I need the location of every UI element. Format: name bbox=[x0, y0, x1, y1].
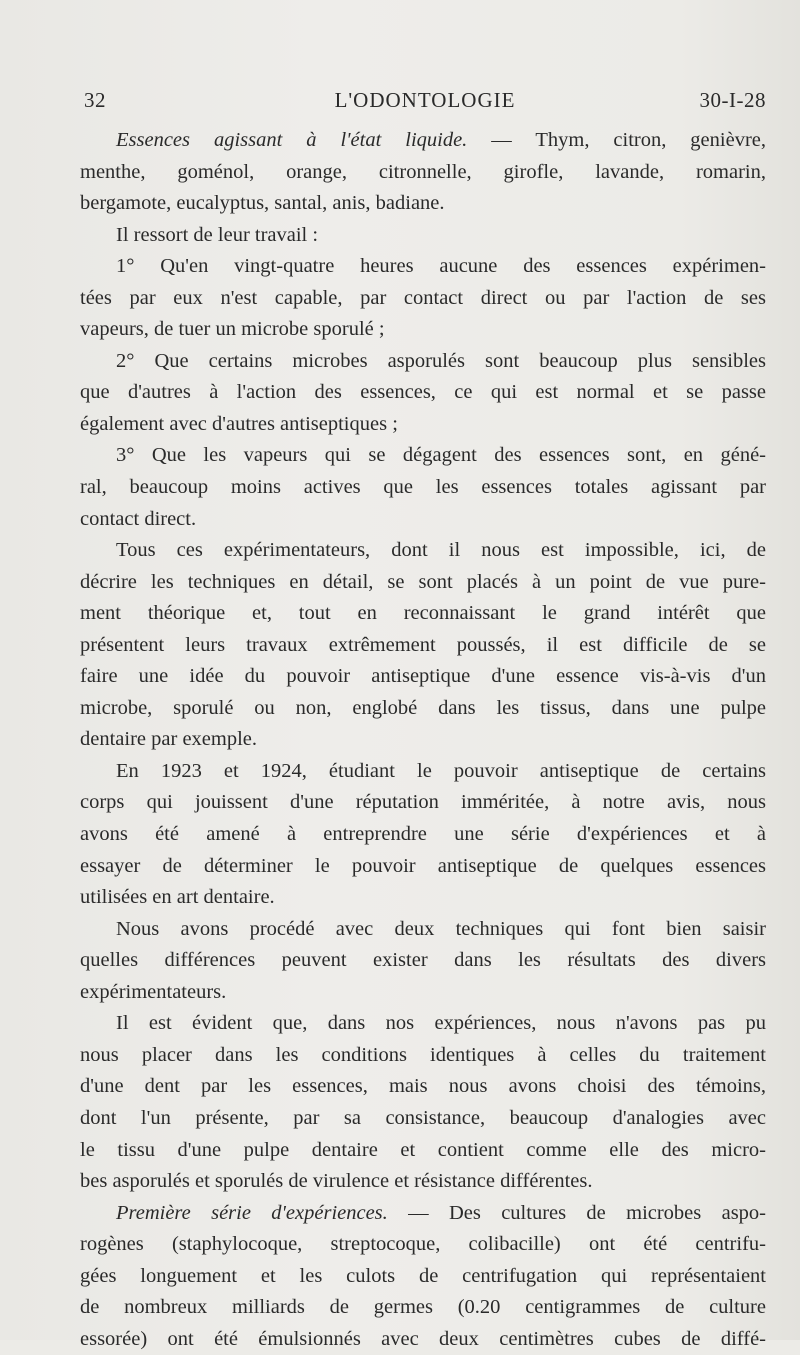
line-text: — Thym, citron, genièvre, bbox=[467, 129, 766, 151]
line-text: avons été amené à entreprendre une série d'expériences et à bbox=[80, 823, 766, 846]
line-text: essorée) ont été émulsionnés avec deux centimètres cubes de diffé- bbox=[80, 1327, 766, 1350]
text-line bbox=[80, 567, 766, 599]
text-line bbox=[80, 977, 766, 1009]
line-text: utilisées en art dentaire. bbox=[80, 886, 275, 909]
text-line bbox=[80, 756, 766, 788]
line-text: le tissu d'une pulpe dentaire et contient comme elle des micro- bbox=[80, 1138, 766, 1161]
line-text: Nous avons procédé avec deux techniques qui font bien saisir bbox=[116, 917, 766, 940]
line-text: — Des cultures de microbes aspo- bbox=[387, 1201, 767, 1224]
text-line bbox=[80, 125, 766, 157]
line-text: faire une idée du pouvoir antiseptique d'une essence vis-à-vis d'un bbox=[80, 665, 766, 688]
line-text: également avec d'autres antiseptiques ; bbox=[80, 412, 398, 435]
line-text: corps qui jouissent d'une réputation imméritée, à notre avis, nous bbox=[80, 791, 766, 814]
line-text: 2° Que certains microbes asporulés sont beaucoup plus sensibles bbox=[116, 349, 766, 372]
line-text: présentent leurs travaux extrêmement poussés, il est difficile de se bbox=[80, 633, 766, 656]
text-line bbox=[80, 630, 766, 662]
text-line bbox=[80, 1040, 766, 1072]
text-line bbox=[80, 851, 766, 883]
issue-date: 30-I-28 bbox=[699, 88, 766, 112]
text-line bbox=[80, 914, 766, 946]
line-text: ment théorique et, tout en reconnaissant le grand intérêt que bbox=[80, 602, 766, 625]
text-line bbox=[80, 220, 766, 252]
line-text: essayer de déterminer le pouvoir antiseptique de quelques essences bbox=[80, 854, 766, 877]
line-text: rogènes (staphylocoque, streptocoque, colibacille) ont été centrifu- bbox=[80, 1233, 766, 1256]
text-line bbox=[80, 346, 766, 378]
line-text: Il est évident que, dans nos expériences, nous n'avons pas pu bbox=[116, 1012, 766, 1035]
page-number: 32 bbox=[84, 88, 106, 112]
text-line bbox=[80, 314, 766, 346]
line-text: Tous ces expérimentateurs, dont il nous est impossible, ici, de bbox=[116, 539, 766, 562]
text-line bbox=[80, 1135, 766, 1167]
line-text: 1° Qu'en vingt-quatre heures aucune des essences expérimen- bbox=[116, 255, 766, 278]
line-text: microbe, sporulé ou non, englobé dans les tissus, dans une pulpe bbox=[80, 696, 766, 719]
text-line bbox=[80, 504, 766, 536]
text-line bbox=[80, 440, 766, 472]
line-text: ral, beaucoup moins actives que les essences totales agissant par bbox=[80, 476, 766, 499]
line-text: nous placer dans les conditions identiques à celles du traitement bbox=[80, 1043, 766, 1066]
line-text: dont l'un présente, par sa consistance, beaucoup d'analogies avec bbox=[80, 1106, 766, 1129]
line-text: bes asporulés et sporulés de virulence et résistance différentes. bbox=[80, 1170, 593, 1193]
line-text: 3° Que les vapeurs qui se dégagent des essences sont, en géné- bbox=[116, 444, 766, 467]
text-line bbox=[80, 1198, 766, 1230]
text-line bbox=[80, 693, 766, 725]
line-text: dentaire par exemple. bbox=[80, 728, 258, 751]
text-line bbox=[80, 535, 766, 567]
line-text: Il ressort de leur travail : bbox=[116, 223, 319, 246]
text-line bbox=[80, 1229, 766, 1261]
text-line bbox=[80, 945, 766, 977]
line-text: d'une dent par les essences, mais nous avons choisi des témoins, bbox=[80, 1075, 766, 1098]
line-text: En 1923 et 1924, étudiant le pouvoir antiseptique de certains bbox=[116, 759, 766, 782]
running-title: L'ODONTOLOGIE bbox=[334, 88, 516, 112]
line-text: bergamote, eucalyptus, santal, anis, badiane. bbox=[80, 192, 445, 215]
text-line bbox=[80, 283, 766, 315]
line-text: de nombreux milliards de germes (0.20 centigrammes de culture bbox=[80, 1296, 766, 1319]
line-text: menthe, goménol, orange, citronnelle, girofle, lavande, romarin, bbox=[80, 160, 766, 183]
line-text: contact direct. bbox=[80, 507, 197, 530]
text-line bbox=[80, 472, 766, 504]
text-line bbox=[80, 251, 766, 283]
text-line bbox=[80, 819, 766, 851]
text-line bbox=[80, 724, 766, 756]
line-text: vapeurs, de tuer un microbe sporulé ; bbox=[80, 318, 385, 341]
text-line bbox=[80, 882, 766, 914]
line-text: que d'autres à l'action des essences, ce qui est normal et se passe bbox=[80, 381, 766, 404]
text-line bbox=[80, 1071, 766, 1103]
text-line bbox=[80, 188, 766, 220]
line-text: quelles différences peuvent exister dans les résultats des divers bbox=[80, 949, 766, 972]
line-text: tées par eux n'est capable, par contact direct ou par l'action de ses bbox=[80, 286, 766, 309]
text-line bbox=[80, 787, 766, 819]
text-line bbox=[80, 1166, 766, 1198]
text-line bbox=[80, 598, 766, 630]
line-text: décrire les techniques en détail, se sont placés à un point de vue pure- bbox=[80, 570, 766, 593]
line-text: expérimentateurs. bbox=[80, 980, 227, 1003]
text-line bbox=[80, 1324, 766, 1355]
text-line bbox=[80, 157, 766, 189]
text-line bbox=[80, 1261, 766, 1293]
text-line bbox=[80, 377, 766, 409]
line-text: gées longuement et les culots de centrifugation qui représentaient bbox=[80, 1264, 766, 1287]
text-line bbox=[80, 409, 766, 441]
text-line bbox=[80, 1292, 766, 1324]
text-line bbox=[80, 1008, 766, 1040]
page-header bbox=[84, 88, 766, 118]
text-line bbox=[80, 661, 766, 693]
italic-heading: Essences agissant à l'état liquide. bbox=[116, 129, 468, 151]
text-line bbox=[80, 1103, 766, 1135]
italic-heading: Première série d'expériences. bbox=[116, 1201, 388, 1224]
body-text bbox=[80, 125, 766, 1355]
